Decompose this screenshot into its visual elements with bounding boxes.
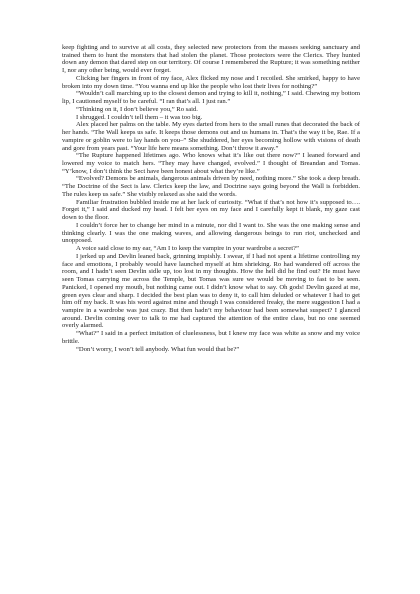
paragraph: I couldn’t force her to change her mind in a minute, nor did I want to. She was the one making sense and thinking clearly. I was the one making waves, and allowing dangerous beings to run riot, unchecked and unopposed. xyxy=(62,221,360,245)
paragraph: “Don’t worry, I won’t tell anybody. What fun would that be?” xyxy=(76,345,240,353)
paragraph: Clicking her fingers in front of my face, Alex flicked my nose and I recoiled. She smirked, happy to have broken into my down time. “You wanna end up like the people who lost their lives for nothing?” xyxy=(62,74,360,90)
paragraph: I shrugged. I couldn’t tell them – it was too big. xyxy=(76,113,203,121)
paragraph: A voice said close to my ear, “Am I to keep the vampire in your wardrobe a secret?” xyxy=(76,245,299,253)
paragraph: “The Rupture happened lifetimes ago. Who knows what it’s like out there now?” I leaned forward and lowered my voice to match hers. “They may have changed, evolved.” I thought of Breandan and Tomas. “Y’know, I don’t think the Sect have been honest about what they’re like.” xyxy=(62,152,360,175)
paragraph: “Wouldn’t call marching up to the closest demon and trying to kill it, nothing,” I said. Chewing my bottom lip, I cautioned myself to be careful. “I ran that’s all. I just ran.” xyxy=(62,90,360,106)
paragraph: Familiar frustration bubbled inside me at her lack of curiosity. “What if that’s not how it’s supposed to…. Forget it,” I said and ducked my head. I felt her eyes on my face and I carefully kept it blank, my gaze cast down to the floor. xyxy=(62,198,360,222)
paragraph: keep fighting and to survive at all costs, they selected new protectors from the masses seeking sanctuary and trained them to hunt the monsters that had stolen the planet. Those protectors were the Clerics. They hunted down any demon that dared step on our territory. Of course I remembered the Rupture; it was something neither I, nor any other being, would ever forget. xyxy=(62,44,360,75)
paragraph: “Evolved? Demons be animals, dangerous animals driven by need, nothing more.” She took a deep breath. “The Doctrine of the Sect is law. Clerics keep the law, and Doctrine says going beyond the Wall is forbidden. The rules keep us safe.” She visibly relaxed as she said the words. xyxy=(62,175,360,198)
page-text xyxy=(62,44,360,353)
paragraph: Alex placed her palms on the table. My eyes darted from hers to the small runes that decorated the back of her hands. “The Wall keeps us safe. It keeps those demons out and us humans in. That’s the way it be, Rae. If a vampire or goblin were to lay hands on you–” She shuddered, her eyes becoming hollow with visions of death and gore from years past. “Your life here means something. Don’t throw it away.” xyxy=(62,121,360,152)
paragraph: I jerked up and Devlin leaned back, grinning impishly. I swear, if I had not spent a lifetime controlling my face and emotions, I probably would have launched myself at him shrieking. Ro had wandered off across the room, and I hadn’t seen Devlin sidle up, too lost in my thoughts. How the hell did he find out? He must have seen Tomas carrying me across the Temple, but Tomas was sure we would be moving to fast to be seen. Panicked, I opened my mouth, but nothing came out. I didn’t know what to say. Oh gods! Devlin gazed at me, green eyes clear and sharp. I decided the best plan was to deny it, to call him deluded or whatever I had to get him off my back. It was his word against mine and though I was considered freaky, the mere suggestion I had a vampire in a wardrobe was just crazy. But then hadn’t my behaviour had been somewhat suspect? I glanced around. Devlin coming over to talk to me had captured the attention of the entire class, but no one seemed overly alarmed. xyxy=(62,252,360,330)
paragraph: “What?” I said in a perfect imitation of cluelessness, but I knew my face was white as snow and my voice brittle. xyxy=(62,330,360,345)
paragraph: “Thinking on it, I don’t believe you,” Ro said. xyxy=(76,105,198,113)
